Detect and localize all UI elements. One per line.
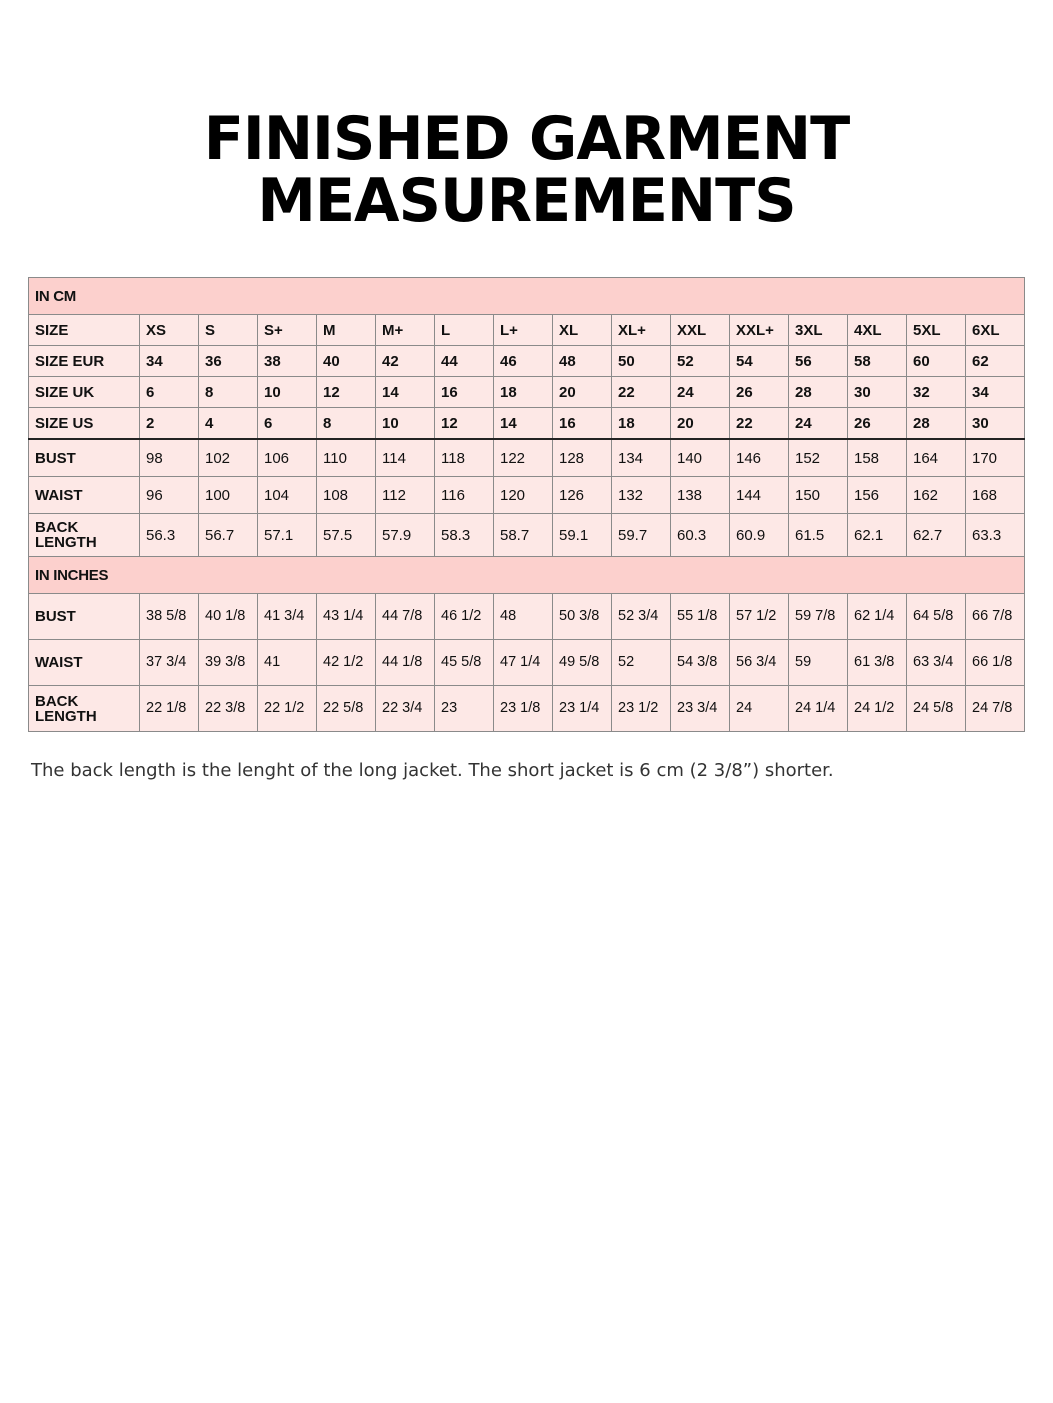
table-cell: 16 <box>435 377 494 408</box>
table-cell: 57 1/2 <box>730 594 789 640</box>
measurement-row-inches <box>29 594 1025 640</box>
table-cell: 61.5 <box>789 514 848 557</box>
table-cell: 46 1/2 <box>435 594 494 640</box>
table-cell: 56.3 <box>140 514 199 557</box>
table-cell: 156 <box>848 477 907 514</box>
table-cell: 24 <box>671 377 730 408</box>
table-cell: 146 <box>730 439 789 477</box>
table-cell: 140 <box>671 439 730 477</box>
table-cell: M+ <box>376 315 435 346</box>
table-cell: 10 <box>258 377 317 408</box>
table-cell: 42 1/2 <box>317 640 376 686</box>
table-cell: 57.5 <box>317 514 376 557</box>
table-cell: 26 <box>730 377 789 408</box>
table-cell: XS <box>140 315 199 346</box>
table-cell: 122 <box>494 439 553 477</box>
table-cell: 134 <box>612 439 671 477</box>
table-cell: 14 <box>494 408 553 440</box>
table-cell: 24 <box>730 686 789 732</box>
measurement-row-inches <box>29 640 1025 686</box>
row-label: SIZE UK <box>29 377 140 408</box>
table-cell: 59 <box>789 640 848 686</box>
table-cell: 50 3/8 <box>553 594 612 640</box>
table-cell: 54 <box>730 346 789 377</box>
table-cell: 118 <box>435 439 494 477</box>
table-cell: 59.1 <box>553 514 612 557</box>
table-cell: 6XL <box>966 315 1025 346</box>
table-cell: L+ <box>494 315 553 346</box>
title-line-1: FINISHED GARMENT <box>203 104 850 174</box>
table-cell: 39 3/8 <box>199 640 258 686</box>
size-row <box>29 346 1025 377</box>
table-cell: 52 <box>671 346 730 377</box>
table-cell: 62.7 <box>907 514 966 557</box>
table-cell: 138 <box>671 477 730 514</box>
row-label: BUST <box>29 594 140 640</box>
table-cell: 56 3/4 <box>730 640 789 686</box>
table-cell: 22 1/2 <box>258 686 317 732</box>
table-cell: 30 <box>966 408 1025 440</box>
table-cell: S+ <box>258 315 317 346</box>
table-cell: 43 1/4 <box>317 594 376 640</box>
table-cell: 52 3/4 <box>612 594 671 640</box>
table-cell: 4 <box>199 408 258 440</box>
table-cell: 60 <box>907 346 966 377</box>
table-cell: 58.7 <box>494 514 553 557</box>
table-cell: 48 <box>494 594 553 640</box>
size-row <box>29 315 1025 346</box>
table-cell: 132 <box>612 477 671 514</box>
table-cell: 98 <box>140 439 199 477</box>
row-label: SIZE EUR <box>29 346 140 377</box>
table-cell: XXL+ <box>730 315 789 346</box>
table-cell: 24 1/2 <box>848 686 907 732</box>
table-cell: 152 <box>789 439 848 477</box>
table-cell: 34 <box>966 377 1025 408</box>
table-cell: 12 <box>317 377 376 408</box>
table-cell: 60.3 <box>671 514 730 557</box>
table-cell: 23 <box>435 686 494 732</box>
table-cell: 44 <box>435 346 494 377</box>
table-cell: 42 <box>376 346 435 377</box>
table-cell: 36 <box>199 346 258 377</box>
table-cell: 112 <box>376 477 435 514</box>
table-cell: 18 <box>612 408 671 440</box>
table-cell: XL+ <box>612 315 671 346</box>
table-cell: XL <box>553 315 612 346</box>
table-cell: 28 <box>907 408 966 440</box>
section-header-cm: IN CM <box>29 278 1025 315</box>
table-cell: 40 1/8 <box>199 594 258 640</box>
section-header-cm-row <box>29 278 1025 315</box>
table-cell: 57.1 <box>258 514 317 557</box>
table-cell: 47 1/4 <box>494 640 553 686</box>
table-cell: 23 1/4 <box>553 686 612 732</box>
table-cell: 22 5/8 <box>317 686 376 732</box>
table-cell: 4XL <box>848 315 907 346</box>
table-cell: 52 <box>612 640 671 686</box>
section-header-inches-row <box>29 557 1025 594</box>
table-cell: 108 <box>317 477 376 514</box>
table-cell: 60.9 <box>730 514 789 557</box>
table-cell: 30 <box>848 377 907 408</box>
table-cell: 22 <box>612 377 671 408</box>
table-cell: 158 <box>848 439 907 477</box>
table-cell: 23 1/8 <box>494 686 553 732</box>
table-cell: 56.7 <box>199 514 258 557</box>
table-cell: 56 <box>789 346 848 377</box>
table-cell: 57.9 <box>376 514 435 557</box>
table-cell: 49 5/8 <box>553 640 612 686</box>
table-cell: 102 <box>199 439 258 477</box>
table-cell: 63 3/4 <box>907 640 966 686</box>
table-cell: 110 <box>317 439 376 477</box>
table-cell: 24 7/8 <box>966 686 1025 732</box>
table-cell: 18 <box>494 377 553 408</box>
table-cell: 2 <box>140 408 199 440</box>
table-cell: 58.3 <box>435 514 494 557</box>
table-cell: 40 <box>317 346 376 377</box>
row-label: BUST <box>29 439 140 477</box>
table-cell: 12 <box>435 408 494 440</box>
size-row <box>29 408 1025 440</box>
table-cell: S <box>199 315 258 346</box>
page-title <box>0 104 1053 236</box>
table-cell: 96 <box>140 477 199 514</box>
measurement-row-inches <box>29 686 1025 732</box>
measurement-row-cm <box>29 514 1025 557</box>
table-cell: 170 <box>966 439 1025 477</box>
table-cell: 6 <box>140 377 199 408</box>
table-cell: 14 <box>376 377 435 408</box>
table-cell: 5XL <box>907 315 966 346</box>
table-cell: 59.7 <box>612 514 671 557</box>
table-cell: 22 3/8 <box>199 686 258 732</box>
table-cell: 22 1/8 <box>140 686 199 732</box>
table-cell: 8 <box>199 377 258 408</box>
table-cell: 24 <box>789 408 848 440</box>
table-cell: 24 5/8 <box>907 686 966 732</box>
table-cell: 104 <box>258 477 317 514</box>
table-cell: 120 <box>494 477 553 514</box>
table-cell: 10 <box>376 408 435 440</box>
table-cell: 66 1/8 <box>966 640 1025 686</box>
table-cell: 59 7/8 <box>789 594 848 640</box>
table-cell: 41 <box>258 640 317 686</box>
table-cell: 46 <box>494 346 553 377</box>
table-cell: XXL <box>671 315 730 346</box>
measurement-table <box>28 277 1025 732</box>
table-cell: 24 1/4 <box>789 686 848 732</box>
table-cell: 62 <box>966 346 1025 377</box>
table-cell: 62 1/4 <box>848 594 907 640</box>
table-cell: 62.1 <box>848 514 907 557</box>
table-cell: 8 <box>317 408 376 440</box>
measurement-row-cm <box>29 439 1025 477</box>
row-label: WAIST <box>29 640 140 686</box>
section-header-inches: IN INCHES <box>29 557 1025 594</box>
table-cell: 50 <box>612 346 671 377</box>
table-cell: 38 <box>258 346 317 377</box>
row-label: WAIST <box>29 477 140 514</box>
table-cell: 20 <box>671 408 730 440</box>
table-cell: 38 5/8 <box>140 594 199 640</box>
table-cell: 16 <box>553 408 612 440</box>
table-cell: 32 <box>907 377 966 408</box>
table-cell: M <box>317 315 376 346</box>
table-cell: 23 1/2 <box>612 686 671 732</box>
table-cell: 162 <box>907 477 966 514</box>
table-cell: 54 3/8 <box>671 640 730 686</box>
table-cell: 55 1/8 <box>671 594 730 640</box>
table-cell: 64 5/8 <box>907 594 966 640</box>
table-cell: 44 7/8 <box>376 594 435 640</box>
table-cell: 168 <box>966 477 1025 514</box>
table-cell: 6 <box>258 408 317 440</box>
table-cell: 41 3/4 <box>258 594 317 640</box>
table-cell: L <box>435 315 494 346</box>
table-cell: 28 <box>789 377 848 408</box>
table-cell: 45 5/8 <box>435 640 494 686</box>
footnote: The back length is the lenght of the long jacket. The short jacket is 6 cm (2 3/8”) shorter. <box>31 760 834 781</box>
row-label: SIZE <box>29 315 140 346</box>
size-row <box>29 377 1025 408</box>
table-cell: 106 <box>258 439 317 477</box>
table-cell: 48 <box>553 346 612 377</box>
table-cell: 3XL <box>789 315 848 346</box>
table-cell: 58 <box>848 346 907 377</box>
table-cell: 63.3 <box>966 514 1025 557</box>
table-cell: 22 <box>730 408 789 440</box>
row-label: BACK LENGTH <box>29 686 140 732</box>
measurement-row-cm <box>29 477 1025 514</box>
table-cell: 61 3/8 <box>848 640 907 686</box>
table-cell: 37 3/4 <box>140 640 199 686</box>
row-label: SIZE US <box>29 408 140 440</box>
table-cell: 164 <box>907 439 966 477</box>
table-cell: 150 <box>789 477 848 514</box>
row-label: BACK LENGTH <box>29 514 140 557</box>
table-cell: 100 <box>199 477 258 514</box>
table-cell: 66 7/8 <box>966 594 1025 640</box>
table-cell: 20 <box>553 377 612 408</box>
table-cell: 44 1/8 <box>376 640 435 686</box>
table-cell: 26 <box>848 408 907 440</box>
table-cell: 23 3/4 <box>671 686 730 732</box>
table-cell: 144 <box>730 477 789 514</box>
table-cell: 126 <box>553 477 612 514</box>
table-cell: 22 3/4 <box>376 686 435 732</box>
table-cell: 128 <box>553 439 612 477</box>
table-cell: 116 <box>435 477 494 514</box>
table-cell: 114 <box>376 439 435 477</box>
title-line-2: MEASUREMENTS <box>257 166 796 236</box>
table-cell: 34 <box>140 346 199 377</box>
